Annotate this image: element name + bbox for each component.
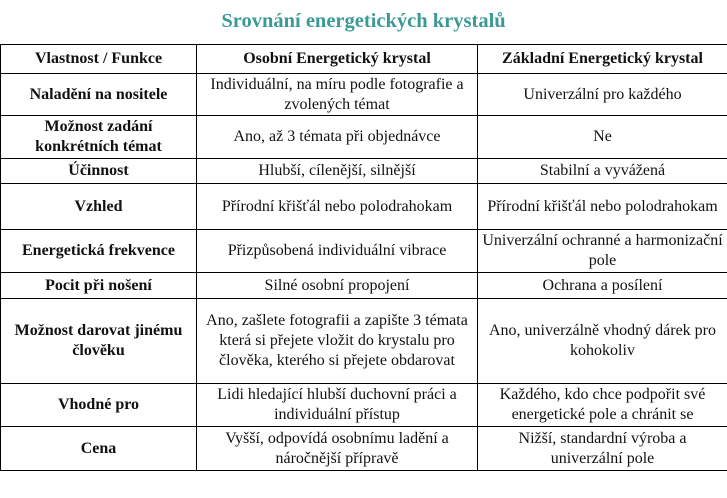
cell-personal: Individuální, na míru podle fotografie a zvolených témat	[197, 74, 478, 116]
cell-basic: Stabilní a vyvážená	[478, 159, 727, 184]
table-header-row	[1, 45, 727, 74]
cell-personal: Ano, zašlete fotografii a zapište 3 témata která si přejete vložit do krystalu pro člověka, kterého si přejete obdarovat	[197, 299, 478, 384]
table-row	[1, 299, 727, 384]
header-property: Vlastnost / Funkce	[1, 45, 197, 74]
cell-basic: Každého, kdo chce podpořit své energetické pole a chránit se	[478, 384, 727, 427]
table-row	[1, 74, 727, 116]
cell-basic: Univerzální ochranné a harmonizační pole	[478, 230, 727, 273]
cell-property: Naladění na nositele	[1, 74, 197, 116]
table-row	[1, 427, 727, 471]
header-basic-crystal: Základní Energetický krystal	[478, 45, 727, 74]
cell-personal: Přizpůsobená individuální vibrace	[197, 230, 478, 273]
cell-personal: Ano, až 3 témata při objednávce	[197, 116, 478, 159]
cell-personal: Silné osobní propojení	[197, 273, 478, 299]
cell-basic: Ne	[478, 116, 727, 159]
cell-property: Cena	[1, 427, 197, 471]
cell-personal: Lidi hledající hlubší duchovní práci a individuální přístup	[197, 384, 478, 427]
table-row	[1, 230, 727, 273]
cell-property: Energetická frekvence	[1, 230, 197, 273]
cell-personal: Vyšší, odpovídá osobnímu ladění a náročnější přípravě	[197, 427, 478, 471]
cell-basic: Ano, univerzálně vhodný dárek pro kohokoliv	[478, 299, 727, 384]
cell-basic: Ochrana a posílení	[478, 273, 727, 299]
cell-property: Možnost darovat jinému člověku	[1, 299, 197, 384]
cell-property: Vzhled	[1, 184, 197, 230]
cell-basic: Přírodní křišťál nebo polodrahokam	[478, 184, 727, 230]
cell-basic: Univerzální pro každého	[478, 74, 727, 116]
cell-basic: Nižší, standardní výroba a univerzální pole	[478, 427, 727, 471]
table-row	[1, 159, 727, 184]
cell-property: Účinnost	[1, 159, 197, 184]
cell-property: Vhodné pro	[1, 384, 197, 427]
table-row	[1, 116, 727, 159]
comparison-table	[0, 44, 727, 471]
header-personal-crystal: Osobní Energetický krystal	[197, 45, 478, 74]
cell-property: Možnost zadání konkrétních témat	[1, 116, 197, 159]
cell-property: Pocit při nošení	[1, 273, 197, 299]
cell-personal: Hlubší, cílenější, silnější	[197, 159, 478, 184]
cell-personal: Přírodní křišťál nebo polodrahokam	[197, 184, 478, 230]
table-row	[1, 384, 727, 427]
page-title: Srovnání energetických krystalů	[221, 10, 506, 32]
table-row	[1, 273, 727, 299]
table-row	[1, 184, 727, 230]
